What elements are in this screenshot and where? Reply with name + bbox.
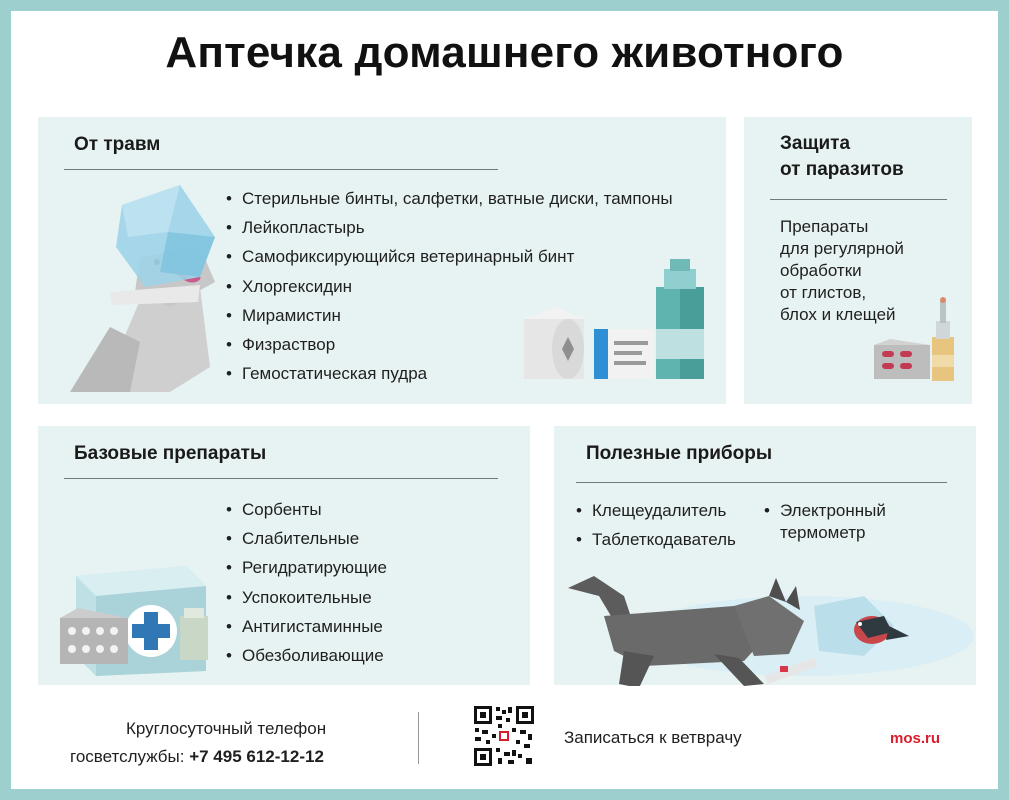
panel-devices-title: Полезные приборы bbox=[586, 443, 773, 464]
title-divider bbox=[770, 199, 947, 200]
list-item: • Мирамистин bbox=[226, 301, 673, 330]
list-item: • Обезболивающие bbox=[226, 641, 387, 670]
thermometer-line: Электронный bbox=[780, 501, 886, 520]
list-item: • Слабительные bbox=[226, 524, 387, 553]
parasites-text-line: обработки bbox=[780, 261, 862, 280]
poster-title: Аптечка домашнего животного bbox=[165, 28, 844, 77]
phone-number[interactable]: +7 495 612-12-12 bbox=[189, 747, 324, 766]
panel-parasites bbox=[744, 117, 972, 404]
parasites-text-line: для регулярной bbox=[780, 239, 904, 258]
list-item: • Хлоргексидин bbox=[226, 272, 673, 301]
title-divider bbox=[64, 169, 498, 170]
first-aid-kit-illustration bbox=[56, 556, 246, 681]
list-item: • Регидратирующие bbox=[226, 553, 387, 582]
appointment-link[interactable]: Записаться к ветврачу bbox=[564, 728, 742, 747]
parasites-text-line: от глистов, bbox=[780, 283, 867, 302]
thermometer-line: термометр bbox=[780, 523, 866, 542]
qr-code[interactable] bbox=[472, 704, 536, 768]
panel-injuries-title: От травм bbox=[74, 134, 161, 155]
dog-cone-illustration bbox=[50, 177, 230, 402]
cat-bird-illustration bbox=[564, 566, 974, 686]
phone-line2 bbox=[70, 743, 420, 771]
spray-blister-illustration bbox=[870, 295, 970, 387]
list-item: • Антигистаминные bbox=[226, 612, 387, 641]
basic-list bbox=[226, 495, 387, 670]
list-item: • Клещеудалитель bbox=[576, 496, 736, 525]
panel-parasites-title bbox=[780, 131, 904, 183]
bandage-bottle-illustration bbox=[516, 257, 716, 387]
panel-devices bbox=[554, 426, 976, 685]
panel-parasites-title-line1: Защита bbox=[780, 133, 851, 154]
panel-injuries bbox=[38, 117, 726, 404]
devices-item-thermometer bbox=[764, 500, 886, 544]
phone-line1: Круглосуточный телефон bbox=[126, 719, 327, 738]
list-item: • Стерильные бинты, салфетки, ватные диски, тампоны bbox=[226, 184, 673, 213]
panel-basic bbox=[38, 426, 530, 685]
phone-caption bbox=[70, 715, 420, 771]
panel-parasites-title-line2: от паразитов bbox=[780, 159, 904, 180]
list-item: • Лейкопластырь bbox=[226, 213, 673, 242]
brand-logo[interactable]: mos.ru bbox=[890, 730, 941, 747]
footer-divider bbox=[418, 712, 419, 764]
parasites-text-line: блох и клещей bbox=[780, 305, 896, 324]
title-divider bbox=[576, 482, 947, 483]
list-item: • Самофиксирующийся ветеринарный бинт bbox=[226, 242, 673, 271]
bullet: • bbox=[764, 501, 770, 520]
phone-label: госветслужбы: bbox=[70, 747, 185, 766]
list-item: • Успокоительные bbox=[226, 583, 387, 612]
list-item: • Таблеткодаватель bbox=[576, 525, 736, 554]
list-item: • Физраствор bbox=[226, 330, 673, 359]
parasites-text-line: Препараты bbox=[780, 217, 869, 236]
devices-list bbox=[576, 496, 736, 554]
list-item: • Сорбенты bbox=[226, 495, 387, 524]
list-item: • Гемостатическая пудра bbox=[226, 359, 673, 388]
panel-basic-title: Базовые препараты bbox=[74, 443, 267, 464]
title-divider bbox=[64, 478, 498, 479]
